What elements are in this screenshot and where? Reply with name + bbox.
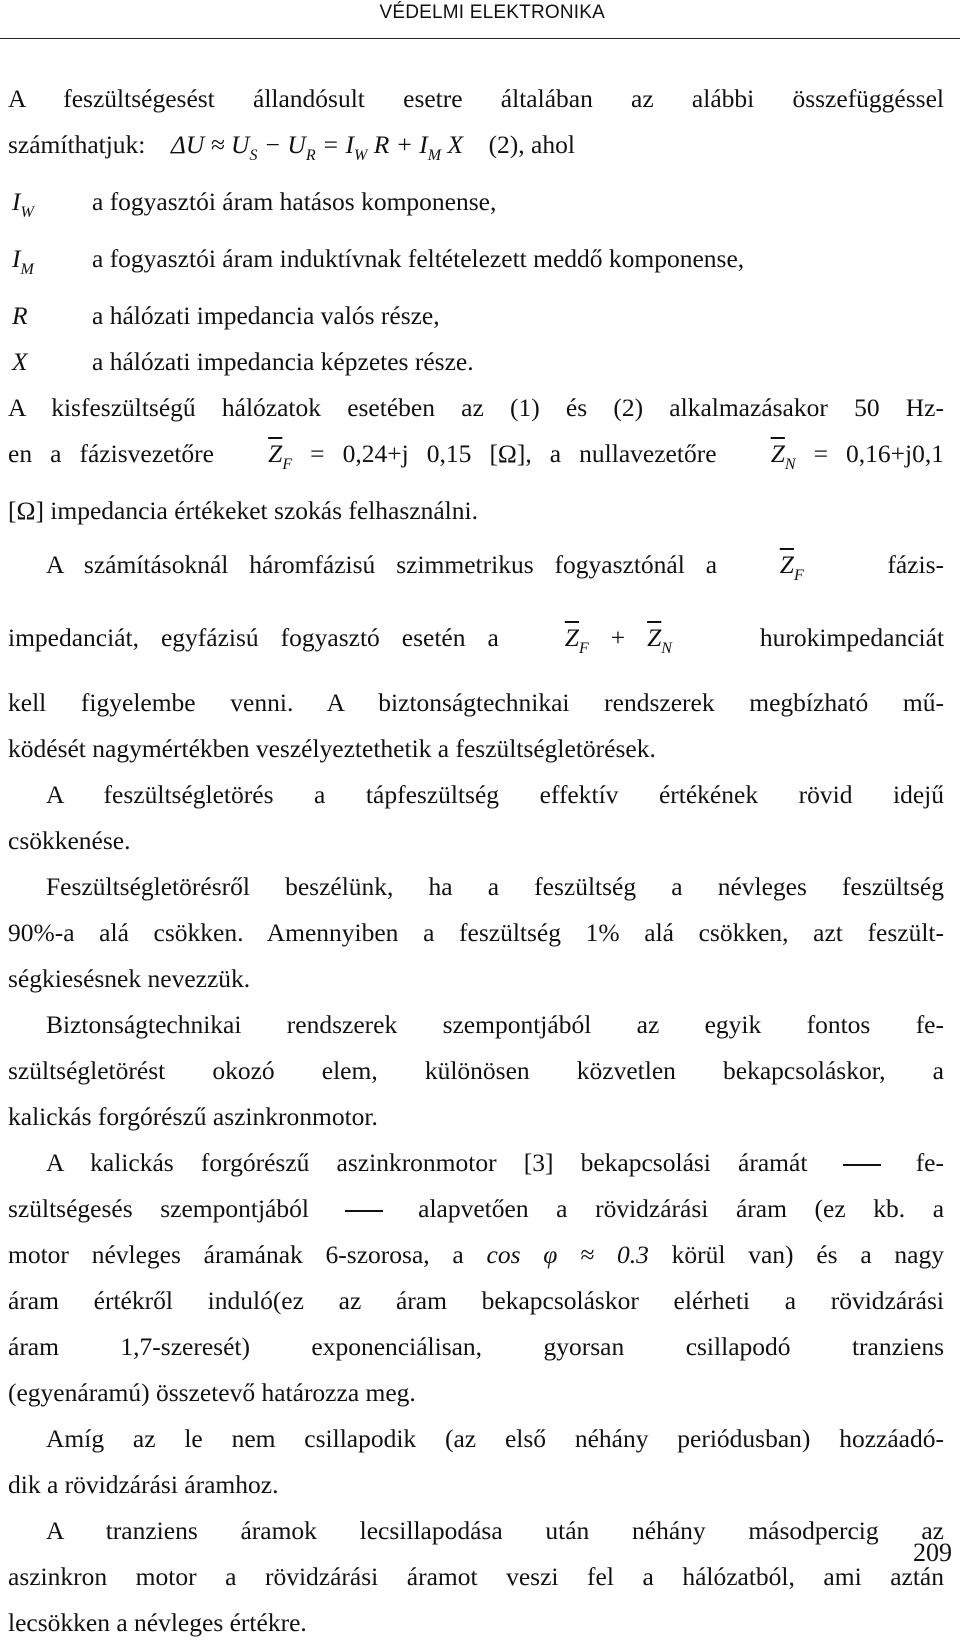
text-span: en a fázisvezetőre (8, 439, 214, 468)
formula-part: R + I (367, 130, 428, 159)
variable-description: a fogyasztói áram hatásos komponense, (92, 187, 497, 216)
impedance-symbol: $\overline{Z}$ (564, 623, 579, 652)
text-span: szültségesés szempontjából (8, 1194, 309, 1223)
paragraph-threshold (8, 864, 944, 1002)
variable-symbol (8, 236, 92, 293)
symbol-letter: X (12, 347, 28, 376)
text-line: Feszültségletörésről beszélünk, ha a feszültség a névleges feszültség (46, 872, 944, 901)
formula-line (8, 122, 944, 179)
text-span: A számításoknál háromfázisú szimmetrikus fogyasztónál a (46, 550, 718, 579)
text-line: kell figyelembe venni. A biztonságtechnikai rendszerek megbízható mű- (8, 688, 944, 717)
page-number: 209 (913, 1538, 952, 1567)
variable-row (8, 339, 944, 385)
text-line (8, 431, 944, 488)
variable-row (8, 293, 944, 339)
text-line: ködését nagymértékben veszélyeztethetik a feszültségletörések. (8, 734, 656, 763)
text-span: = 0,24+j 0,15 [Ω], a nullavezetőre (292, 439, 717, 468)
formula-subscript: W (354, 147, 368, 164)
text-line: csökkenése. (8, 826, 131, 855)
text-line: 90%-a alá csökken. Amennyiben a feszültség 1% alá csökken, azt feszült- (8, 918, 944, 947)
formula (170, 130, 464, 164)
text-span: fázis- (887, 550, 944, 579)
text-line: áram értékről induló(ez az áram bekapcsoláskor elérheti a rövidzárási (8, 1286, 944, 1315)
impedance-subscript: F (282, 456, 293, 473)
em-dash (345, 1210, 383, 1212)
impedance-subscript: F (793, 567, 804, 584)
impedance-symbol: $\overline{Z}$ (647, 623, 662, 652)
text-line (8, 534, 944, 607)
variable-description: a hálózati impedancia valós része, (92, 301, 440, 330)
formula-subscript: S (249, 147, 258, 164)
text-line: (egyenáramú) összetevő határozza meg. (8, 1378, 416, 1407)
text-line: A tranziens áramok lecsillapodása után néhány másodpercig az (46, 1516, 944, 1545)
variable-symbol (8, 293, 92, 339)
paragraph-definition (8, 772, 944, 864)
text-line: dik a rövidzárási áramhoz. (8, 1470, 279, 1499)
variable-symbol (8, 179, 92, 236)
text-line (8, 607, 944, 680)
text-line: lecsökken a névleges értékre. (8, 1608, 307, 1637)
paragraph-decay (8, 1416, 944, 1508)
formula-subscript: R (305, 147, 316, 164)
paragraph-impedance-values (8, 385, 944, 534)
formula-subscript: M (427, 147, 442, 164)
text-span: alapvetően a rövidzárási áram (ez kb. a (418, 1194, 945, 1223)
formula-part: − U (257, 130, 306, 159)
text-line: Amíg az le nem csillapodik (az első néhány periódusban) hozzáadó- (46, 1424, 944, 1453)
text-span: motor névleges áramának 6-szorosa, a (8, 1240, 464, 1269)
symbol-letter: R (12, 301, 28, 330)
text-line: [Ω] impedancia értékeket szokás felhasználni. (8, 496, 478, 525)
variable-row (8, 179, 944, 236)
text-line: A feszültségesést állandósult esetre általában az alábbi összefüggéssel (8, 84, 944, 113)
text-span: A kalickás forgórészű aszinkronmotor [3] bekapcsolási áramát (46, 1148, 808, 1177)
text-span: hurokimpedanciát (759, 623, 945, 652)
text-line: szültségletörést okozó elem, különösen közvetlen bekapcsoláskor, a (8, 1056, 944, 1085)
running-header: VÉDELMI ELEKTRONIKA (379, 2, 605, 23)
text-span: körül van) és a nagy (671, 1240, 944, 1269)
variable-symbol (8, 339, 92, 385)
page-body (8, 76, 944, 1646)
text-line (8, 1186, 944, 1232)
variable-description: a hálózati impedancia képzetes része. (92, 347, 474, 376)
symbol-subscript: W (20, 204, 34, 221)
paragraph-phase-impedance (8, 534, 944, 772)
variable-description: a fogyasztói áram induktívnak feltételezett meddő komponense, (92, 244, 745, 273)
text-line: A kisfeszültségű hálózatok esetében az (1) és (2) alkalmazásakor 50 Hz- (8, 393, 944, 422)
text-line: kalickás forgórészű aszinkronmotor. (8, 1102, 378, 1131)
text-span: fe- (915, 1148, 944, 1177)
formula: cos φ ≈ 0.3 (486, 1240, 649, 1269)
text-line: A feszültségletörés a tápfeszültség effektív értékének rövid idejű (46, 780, 944, 809)
text-line: ségkiesésnek nevezzük. (8, 964, 251, 993)
variable-list (8, 179, 944, 385)
text-span: impedanciát, egyfázisú fogyasztó esetén a (8, 623, 499, 652)
text-line: áram 1,7-szeresét) exponenciálisan, gyorsan csillapodó tranziens (8, 1332, 944, 1361)
text-line: aszinkron motor a rövidzárási áramot veszi fel a hálózatból, ami aztán (8, 1562, 944, 1591)
text-line (8, 1140, 944, 1186)
paragraph-voltage-drop (8, 76, 944, 179)
formula-part: = I (315, 130, 355, 159)
variable-row (8, 236, 944, 293)
text-span: számíthatjuk: (8, 130, 146, 159)
impedance-symbol: $\overline{Z}$ (268, 439, 283, 468)
text-line (8, 1232, 944, 1278)
paragraph-after-transient (8, 1508, 944, 1646)
text-span: = 0,16+j0,1 (795, 439, 945, 468)
header-rule (0, 38, 960, 39)
symbol-letter: I (12, 244, 21, 273)
text-span: (2), ahol (488, 130, 575, 159)
formula-part: ΔU ≈ U (170, 130, 250, 159)
impedance-symbol: $\overline{Z}$ (770, 439, 785, 468)
impedance-symbol: $\overline{Z}$ (779, 550, 794, 579)
symbol-subscript: M (20, 261, 34, 278)
impedance-subscript: N (784, 456, 796, 473)
em-dash (843, 1164, 881, 1166)
impedance-subscript: F (578, 640, 589, 657)
paragraph-inrush-current (8, 1140, 944, 1416)
formula-operator: + (588, 623, 648, 652)
formula-part: X (441, 130, 464, 159)
impedance-subscript: N (661, 640, 672, 657)
text-line: Biztonságtechnikai rendszerek szempontjából az egyik fontos fe- (46, 1010, 944, 1039)
symbol-letter: I (12, 187, 21, 216)
paragraph-safety-systems (8, 1002, 944, 1140)
